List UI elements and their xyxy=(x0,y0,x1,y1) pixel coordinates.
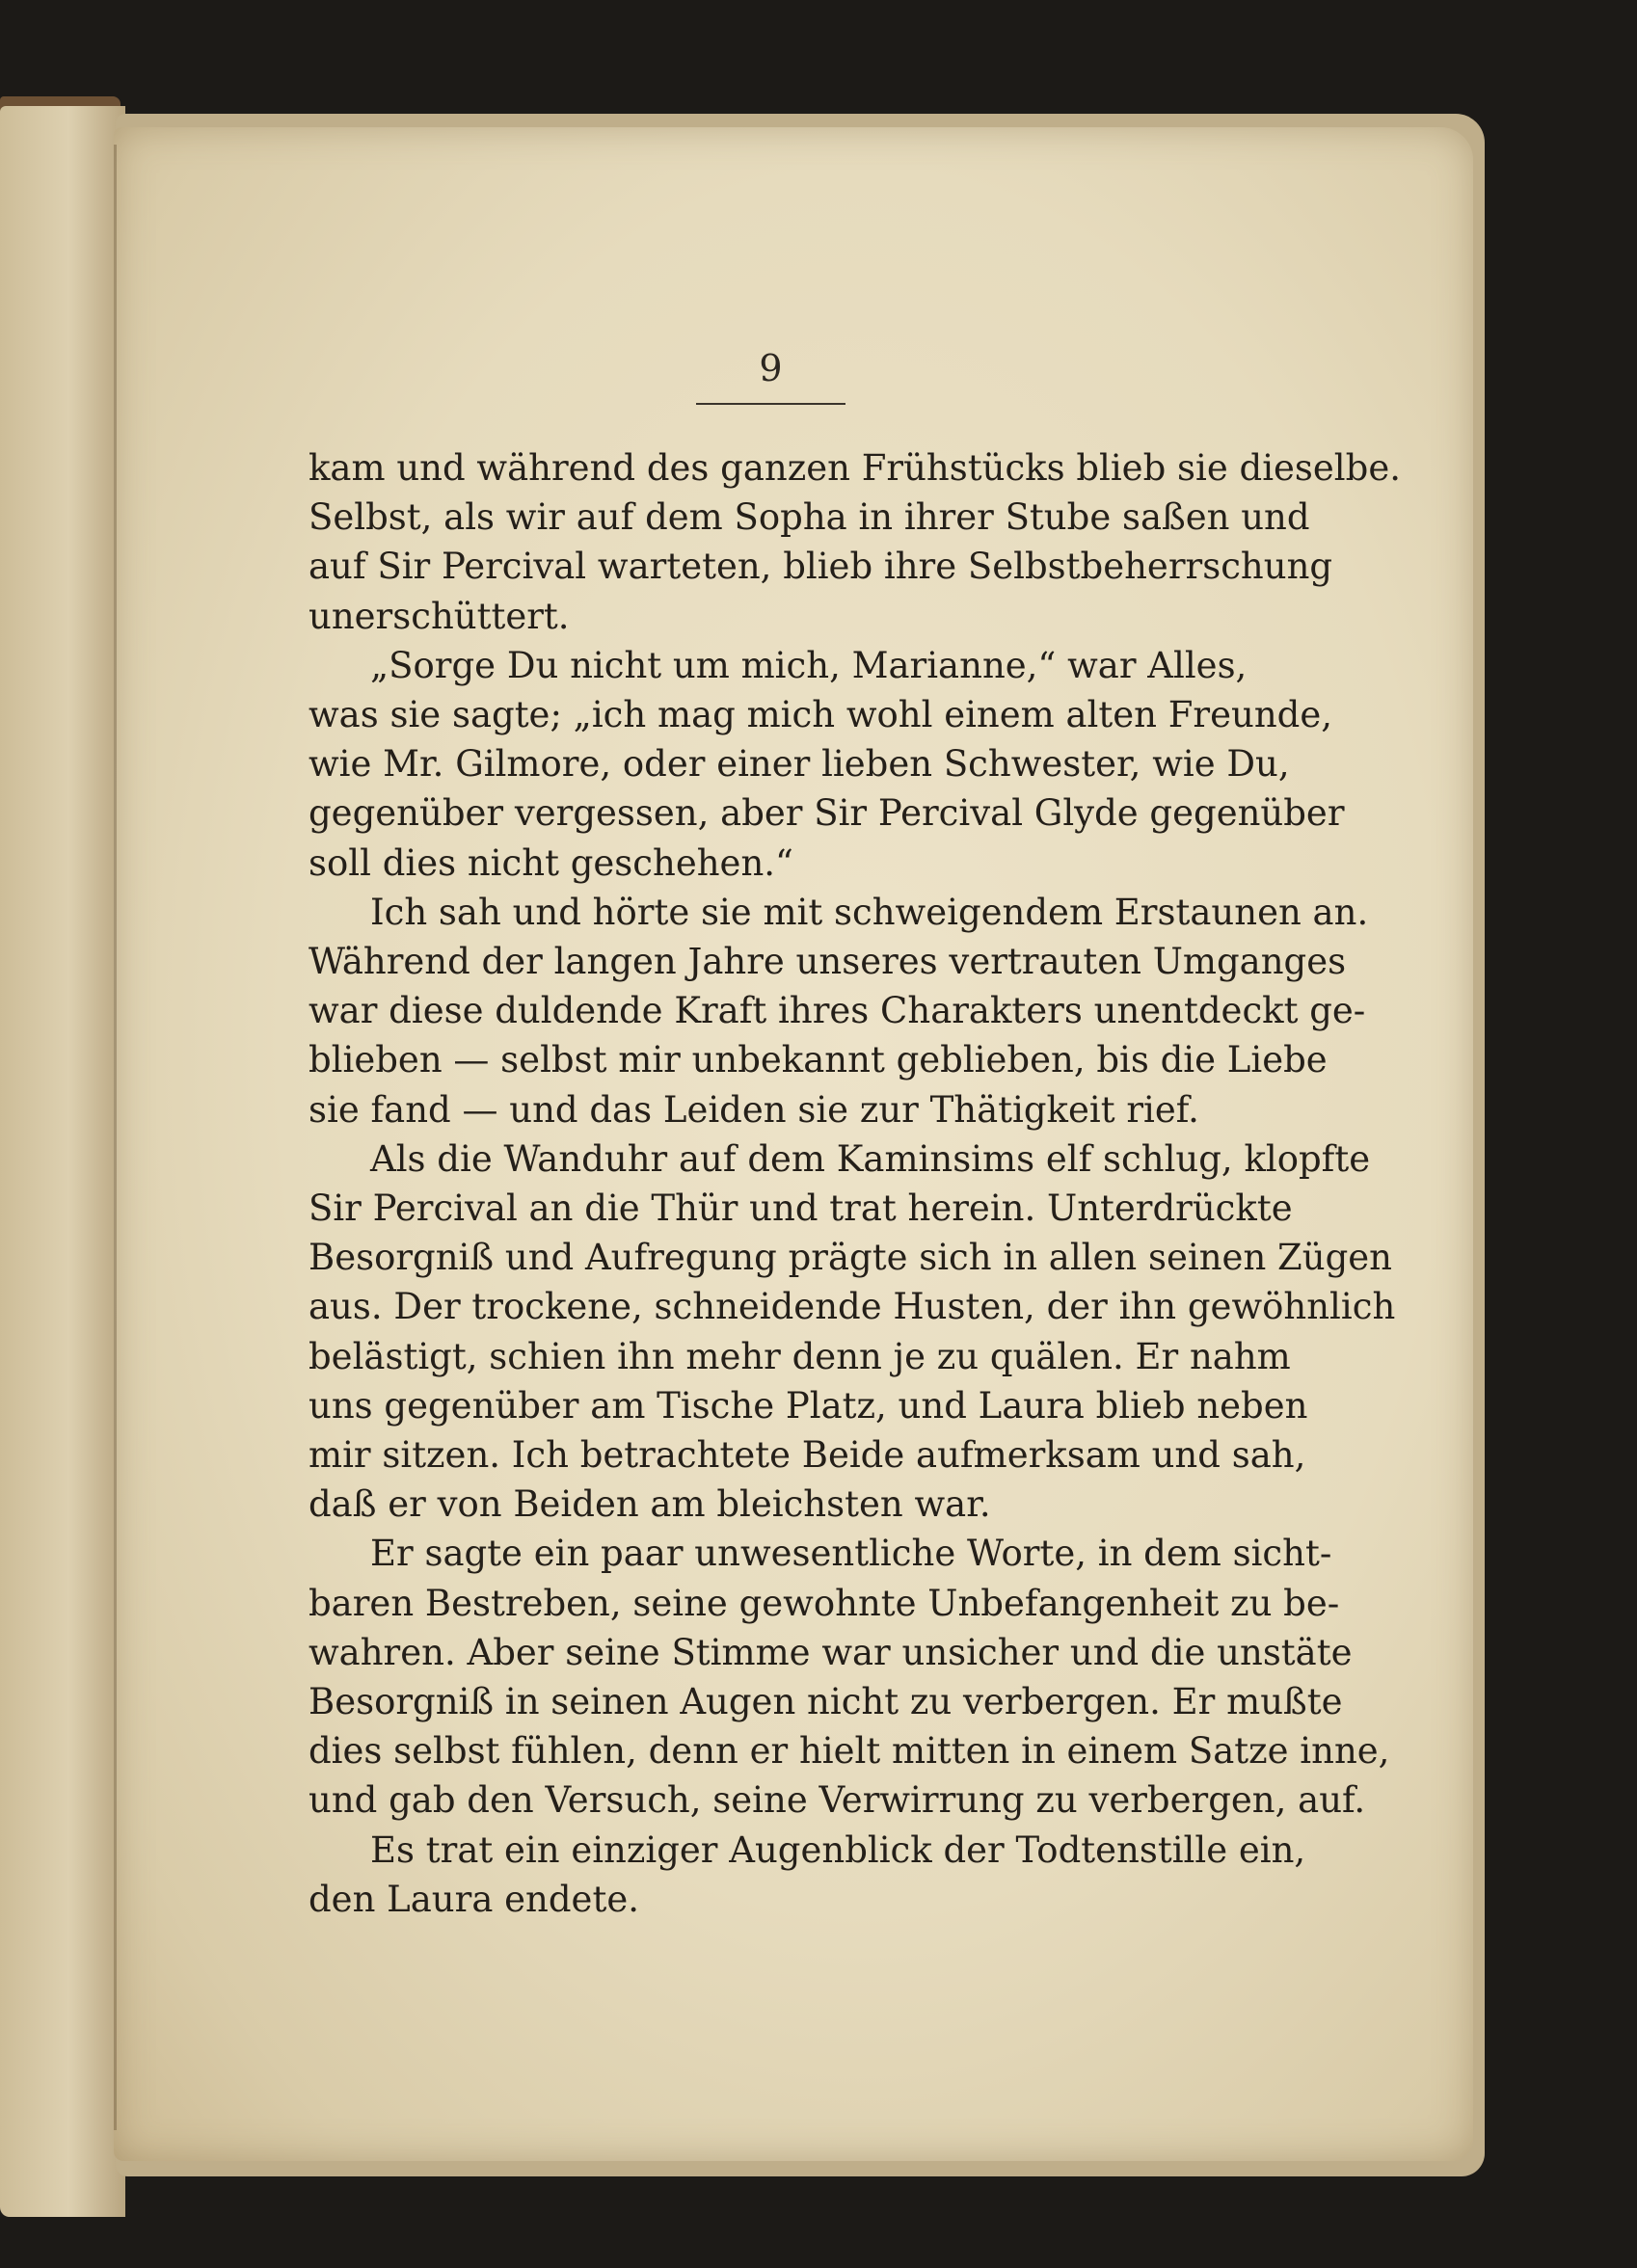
text-line: Selbst, als wir auf dem Sopha in ihrer Stube saßen und xyxy=(309,496,1310,539)
body-text xyxy=(309,443,1401,1924)
gutter-shadow xyxy=(114,145,117,2130)
text-line: daß er von Beiden am bleichsten war. xyxy=(309,1483,991,1526)
text-line: was sie sagte; „ich mag mich wohl einem alten Freunde, xyxy=(309,694,1332,736)
text-line: war diese duldende Kraft ihres Charakters unentdeckt ge- xyxy=(309,990,1366,1032)
text-line: baren Bestreben, seine gewohnte Unbefangenheit zu be- xyxy=(309,1582,1340,1624)
text-line: Besorgniß in seinen Augen nicht zu verbergen. Er mußte xyxy=(309,1681,1343,1723)
text-line: wie Mr. Gilmore, oder einer lieben Schwester, wie Du, xyxy=(309,743,1290,786)
text-line: unerschüttert. xyxy=(309,595,570,637)
text-line: Während der langen Jahre unseres vertrauten Umganges xyxy=(309,941,1347,983)
text-line: Ich sah und hörte sie mit schweigendem Erstaunen an. xyxy=(370,891,1369,933)
text-line: gegenüber vergessen, aber Sir Percival Glyde gegenüber xyxy=(309,792,1345,835)
left-facing-page xyxy=(0,106,125,2217)
paragraph xyxy=(309,1134,1396,1530)
paragraph xyxy=(309,888,1369,1134)
text-line: Es trat ein einziger Augenblick der Todtenstille ein, xyxy=(370,1828,1306,1871)
text-line: sie fand — und das Leiden sie zur Thätigkeit rief. xyxy=(309,1088,1199,1131)
paragraph xyxy=(309,641,1345,888)
text-line: und gab den Versuch, seine Verwirrung zu verbergen, auf. xyxy=(309,1779,1366,1822)
paragraph xyxy=(309,443,1401,641)
text-line: den Laura endete. xyxy=(309,1878,639,1920)
page-number: 9 xyxy=(759,347,783,389)
text-line: Er sagte ein paar unwesentliche Worte, in dem sicht- xyxy=(370,1533,1332,1575)
text-line: aus. Der trockene, schneidende Husten, der ihn gewöhnlich xyxy=(309,1286,1396,1328)
paragraph xyxy=(309,1529,1390,1825)
text-line: Sir Percival an die Thür und trat herein. Unterdrückte xyxy=(309,1187,1293,1230)
text-line: belästigt, schien ihn mehr denn je zu quälen. Er nahm xyxy=(309,1335,1291,1377)
header-rule xyxy=(696,403,845,405)
text-line: „Sorge Du nicht um mich, Marianne,“ war Alles, xyxy=(370,644,1248,686)
text-line: Besorgniß und Aufregung prägte sich in allen seinen Zügen xyxy=(309,1237,1392,1279)
paragraph xyxy=(309,1826,1306,1924)
text-line: soll dies nicht geschehen.“ xyxy=(309,841,793,884)
text-line: blieben — selbst mir unbekannt geblieben, bis die Liebe xyxy=(309,1039,1328,1081)
text-line: uns gegenüber am Tische Platz, und Laura blieb neben xyxy=(309,1384,1308,1427)
text-line: wahren. Aber seine Stimme war unsicher und die unstäte xyxy=(309,1631,1353,1673)
text-line: dies selbst fühlen, denn er hielt mitten in einem Satze inne, xyxy=(309,1730,1390,1773)
text-line: kam und während des ganzen Frühstücks blieb sie dieselbe. xyxy=(309,447,1401,489)
text-line: mir sitzen. Ich betrachtete Beide aufmerksam und sah, xyxy=(309,1434,1306,1477)
text-line: Als die Wanduhr auf dem Kaminsims elf schlug, klopfte xyxy=(370,1137,1371,1180)
text-line: auf Sir Percival warteten, blieb ihre Selbstbeherrschung xyxy=(309,546,1333,588)
